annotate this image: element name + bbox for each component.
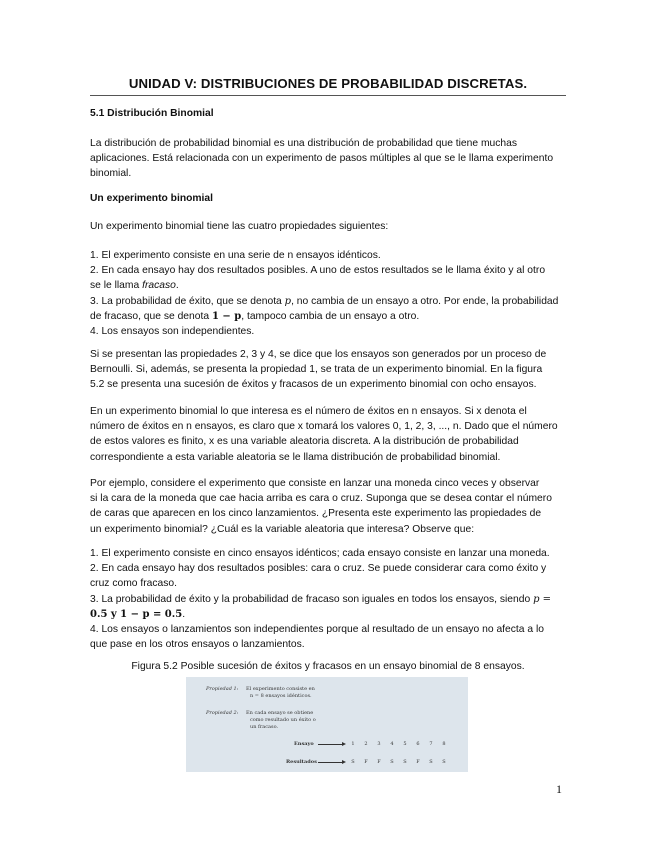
answers-list: [90, 546, 566, 652]
text-line: número de éxitos en n ensayos, es claro que x tomará los valores 0, 1, 2, 3, ..., n. Dado que el número: [90, 421, 558, 433]
ensayo-cell: 4: [390, 741, 394, 747]
text-line: si la cara de la moneda que cae hacia arriba es cara o cruz. Suponga que se desea contar el número: [90, 493, 552, 505]
text-line: de estos valores es finito, x es una variable aleatoria discreta. A la distribución de probabilidad: [90, 436, 519, 448]
page-number: 1: [556, 782, 562, 796]
bernoulli-paragraph: [90, 347, 566, 393]
property-2: 2. En cada ensayo hay dos resultados posibles. A uno de estos resultados se le llama éxito y al otro: [90, 265, 546, 277]
figure-prop1-text: El experimento consiste en: [246, 686, 315, 692]
ensayo-cell: 3: [377, 741, 381, 747]
answer-2-cont: cruz como fracaso.: [90, 578, 177, 590]
text-line: En un experimento binomial lo que interesa es el número de éxitos en n ensayos. Si x denota el: [90, 406, 527, 417]
text-line: correspondiente a esta variable aleatoria se le llama distribución de probabilidad binomial.: [90, 451, 501, 463]
intro-paragraph: [90, 136, 566, 182]
page-title: UNIDAD V: DISTRIBUCIONES DE PROBABILIDAD DISCRETAS.: [128, 76, 528, 91]
resultado-cell: S: [351, 759, 355, 765]
resultado-cell: F: [364, 759, 368, 765]
figure-caption: Figura 5.2 Posible sucesión de éxitos y fracasos en un ensayo binomial de 8 ensayos.: [131, 661, 525, 672]
answer-3-cont: 0.5 y 1 − p = 0.5.: [90, 608, 186, 620]
property-4: 4. Los ensayos son independientes.: [90, 326, 255, 338]
title-underline: [90, 95, 566, 96]
properties-list: [90, 248, 566, 339]
property-1: 1. El experimento consiste en una serie de n ensayos idénticos.: [90, 250, 381, 261]
figure-prop2-text: En cada ensayo se obtiene: [246, 710, 314, 716]
resultado-cell: S: [442, 759, 446, 765]
text-line: de caras que aparecen en los cinco lanzamientos. ¿Presenta este experimento las propiedades de: [90, 508, 542, 520]
text-line: La distribución de probabilidad binomial es una distribución de probabilidad que tiene muchas: [90, 138, 518, 149]
ensayo-cell: 5: [403, 741, 407, 747]
ensayo-cell: 7: [429, 741, 433, 747]
arrow-icon: [318, 762, 344, 763]
resultado-cell: F: [377, 759, 381, 765]
figure-prop2-text: como resultado un éxito o: [250, 717, 316, 723]
ensayo-cell: 6: [416, 741, 420, 747]
resultado-cell: S: [429, 759, 433, 765]
figure-resultados-label: Resultados: [286, 759, 317, 765]
text-line: Bernoulli. Si, además, se presenta la propiedad 1, se trata de un experimento binomial. En la figura: [90, 364, 543, 376]
ensayo-cell: 8: [442, 741, 446, 747]
answer-3: 3. La probabilidad de éxito y la probabilidad de fracaso son iguales en todos los ensayos, siendo p =: [90, 593, 552, 605]
figure-prop2-label: Propiedad 2:: [206, 710, 239, 716]
figure-binomial-sequence: [186, 677, 468, 772]
text-line: un experimento binomial? ¿Cuál es la variable aleatoria que interesa? Observe que:: [90, 523, 475, 535]
text-line: Por ejemplo, considere el experimento que consiste en lanzar una moneda cinco veces y observar: [90, 478, 540, 489]
properties-intro: Un experimento binomial tiene las cuatro propiedades siguientes:: [90, 221, 389, 232]
arrow-icon: [318, 744, 344, 745]
property-3: 3. La probabilidad de éxito, que se denota p, no cambia de un ensayo a otro. Por ende, la probabilidad: [90, 295, 559, 307]
text-line: aplicaciones. Está relacionada con un experimento de pasos múltiples al que se le llama experimento: [90, 153, 554, 165]
figure-prop1-label: Propiedad 1:: [206, 686, 239, 692]
example-paragraph: [90, 476, 566, 537]
resultado-cell: S: [403, 759, 407, 765]
figure-prop2-text: un fracaso.: [250, 724, 279, 730]
property-3-cont: de fracaso, que se denota 1 − p, tampoco cambia de un ensayo a otro.: [90, 310, 420, 322]
property-2-cont: se le llama fracaso.: [90, 280, 179, 292]
interest-paragraph: [90, 404, 566, 465]
section-heading: 5.1 Distribución Binomial: [90, 108, 214, 119]
figure-ensayo-label: Ensayo: [294, 741, 314, 747]
ensayo-cell: 1: [351, 741, 355, 747]
answer-2: 2. En cada ensayo hay dos resultados posibles: cara o cruz. Se puede considerar cara como éxito y: [90, 563, 547, 575]
answer-4-cont: que pase en los otros ensayos o lanzamientos.: [90, 639, 305, 651]
answer-1: 1. El experimento consiste en cinco ensayos idénticos; cada ensayo consiste en lanzar una moneda.: [90, 548, 550, 559]
ensayo-cell: 2: [364, 741, 368, 747]
answer-4: 4. Los ensayos o lanzamientos son independientes porque al resultado de un ensayo no afecta a lo: [90, 624, 544, 636]
resultado-cell: S: [390, 759, 394, 765]
text-line: binomial.: [90, 168, 132, 180]
figure-prop1-text: n = 8 ensayos idénticos.: [250, 693, 312, 699]
text-line: Si se presentan las propiedades 2, 3 y 4, se dice que los ensayos son generados por un proceso de: [90, 349, 547, 360]
subheading-experiment: Un experimento binomial: [90, 193, 214, 204]
resultado-cell: F: [416, 759, 420, 765]
text-line: 5.2 se presenta una sucesión de éxitos y fracasos de un experimento binomial con ocho ensayos.: [90, 379, 537, 391]
